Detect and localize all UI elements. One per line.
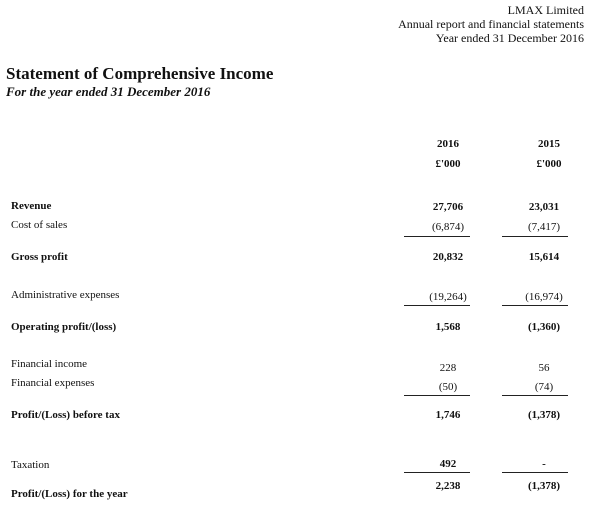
statement-subtitle: For the year ended 31 December 2016 xyxy=(6,84,211,99)
value-operating-profit-2016: 1,568 xyxy=(435,321,461,333)
subtotal-rule-2016 xyxy=(404,395,470,396)
row-label-revenue: Revenue xyxy=(11,200,52,212)
row-label-profit-before-tax: Profit/(Loss) before tax xyxy=(11,409,120,421)
subtotal-rule-2016 xyxy=(404,236,470,237)
column-unit-2016: £'000 xyxy=(435,158,461,170)
value-profit-for-the-year-2016: 2,238 xyxy=(435,480,461,492)
value-profit-before-tax-2015: (1,378) xyxy=(527,409,561,421)
value-administrative-expenses-2015: (16,974) xyxy=(525,291,563,303)
statement-title: Statement of Comprehensive Income xyxy=(6,64,274,83)
value-profit-for-the-year-2015: (1,378) xyxy=(527,480,561,492)
column-unit-2015: £'000 xyxy=(536,158,562,170)
value-cost-of-sales-2016: (6,874) xyxy=(431,221,465,233)
value-operating-profit-2015: (1,360) xyxy=(527,321,561,333)
subtotal-rule-2016 xyxy=(404,305,470,306)
value-taxation-2016: 492 xyxy=(439,458,457,470)
report-name: Annual report and financial statements xyxy=(398,17,584,31)
row-label-operating-profit: Operating profit/(loss) xyxy=(11,321,117,333)
subtotal-rule-2015 xyxy=(502,472,568,473)
row-label-gross-profit: Gross profit xyxy=(11,251,68,263)
row-label-profit-for-the-year: Profit/(Loss) for the year xyxy=(11,488,128,500)
row-label-cost-of-sales: Cost of sales xyxy=(11,219,68,231)
row-label-financial-expenses: Financial expenses xyxy=(11,377,95,389)
value-gross-profit-2015: 15,614 xyxy=(528,251,560,263)
subtotal-rule-2015 xyxy=(502,305,568,306)
value-taxation-2015: - xyxy=(542,458,546,470)
row-label-administrative-expenses: Administrative expenses xyxy=(11,289,120,301)
column-year-2015: 2015 xyxy=(538,138,560,150)
column-year-2016: 2016 xyxy=(437,138,459,150)
value-financial-income-2016: 228 xyxy=(439,362,457,374)
company-name: LMAX Limited xyxy=(507,3,584,17)
row-label-financial-income: Financial income xyxy=(11,358,88,370)
value-cost-of-sales-2015: (7,417) xyxy=(527,221,561,233)
value-revenue-2016: 27,706 xyxy=(432,201,464,213)
value-financial-expenses-2015: (74) xyxy=(534,381,554,393)
value-profit-before-tax-2016: 1,746 xyxy=(435,409,461,421)
subtotal-rule-2015 xyxy=(502,395,568,396)
value-financial-income-2015: 56 xyxy=(538,362,550,374)
row-label-taxation: Taxation xyxy=(11,459,50,471)
value-gross-profit-2016: 20,832 xyxy=(432,251,464,263)
subtotal-rule-2016 xyxy=(404,472,470,473)
report-period: Year ended 31 December 2016 xyxy=(435,31,584,45)
value-revenue-2015: 23,031 xyxy=(528,201,560,213)
value-administrative-expenses-2016: (19,264) xyxy=(429,291,467,303)
subtotal-rule-2015 xyxy=(502,236,568,237)
value-financial-expenses-2016: (50) xyxy=(438,381,458,393)
